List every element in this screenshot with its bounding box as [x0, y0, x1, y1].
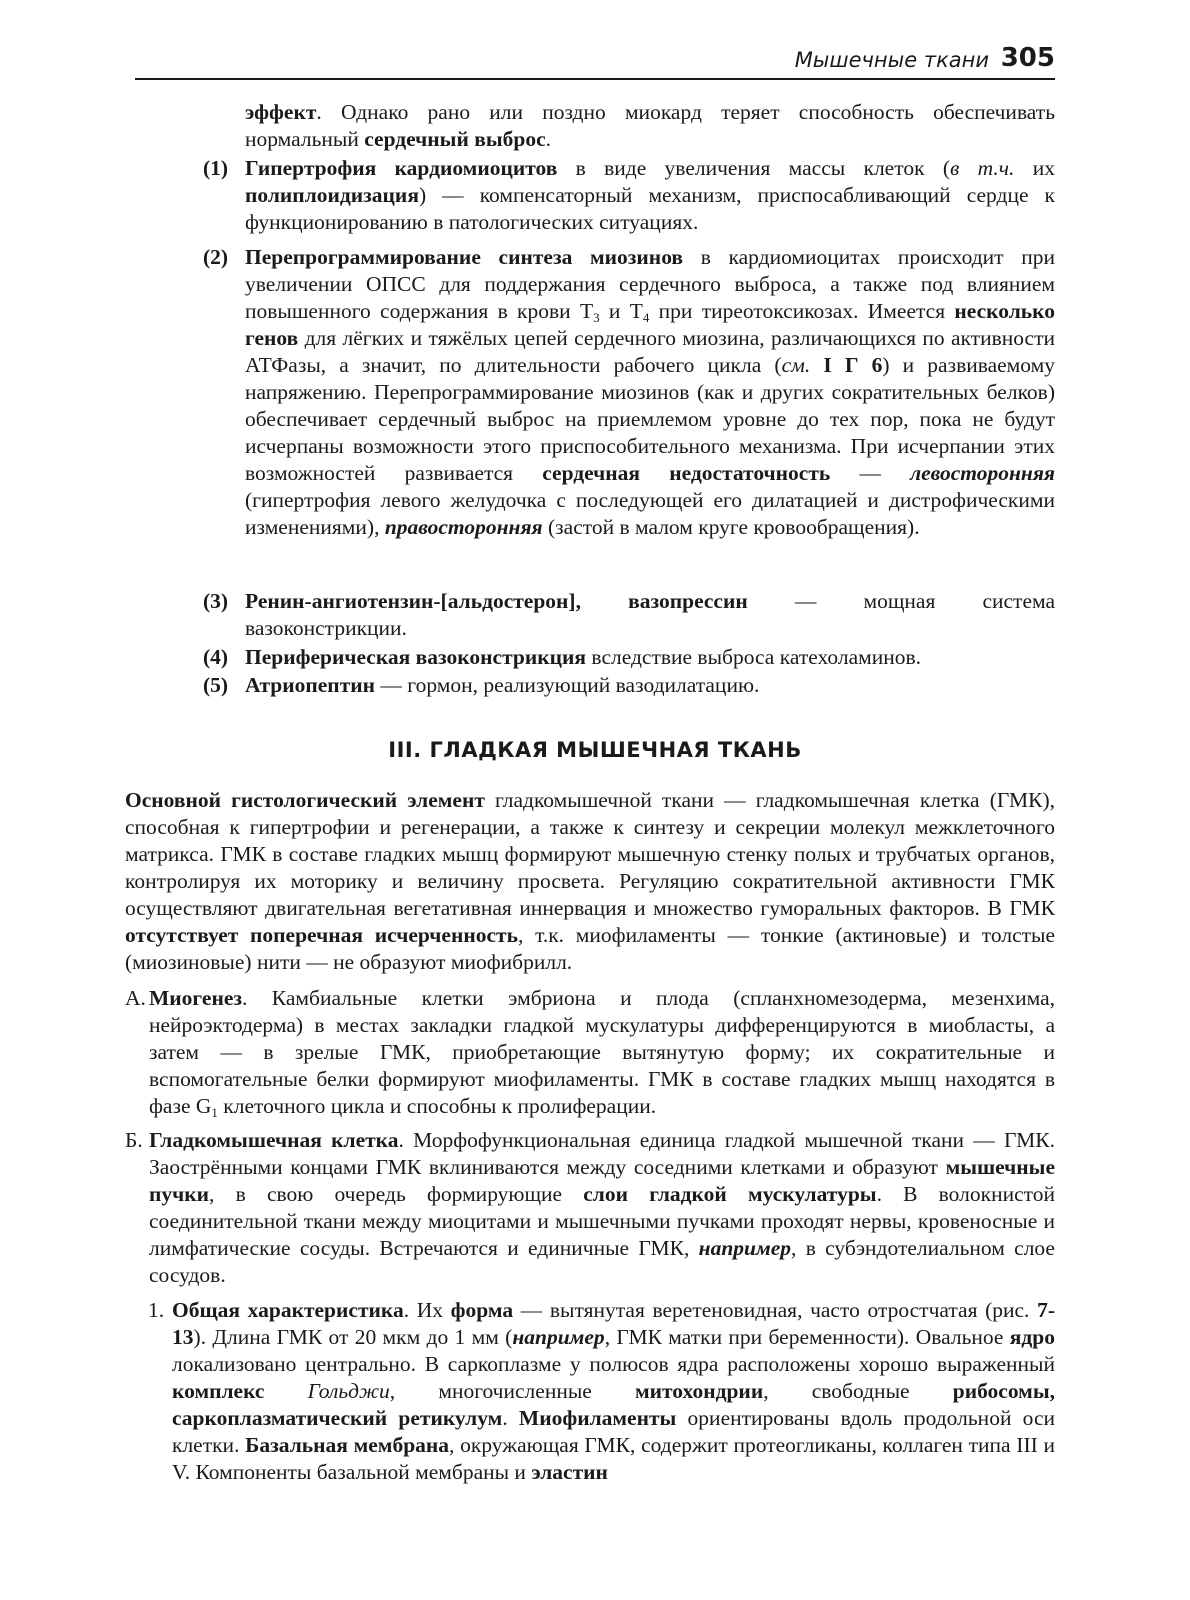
term: форма — [450, 1298, 514, 1322]
term: правосторонняя — [384, 515, 543, 539]
text: , окружающая ГМК, содержит протеогликаны, коллаген типа III и V. Компоненты базальной мембраны и — [172, 1433, 1056, 1484]
text: локализовано центрально. В саркоплазме у полюсов ядра расположены хорошо выраженный — [172, 1352, 1055, 1376]
text: , в свою очередь формирующие — [209, 1182, 584, 1206]
term: мышечные пучки — [149, 1155, 1055, 1206]
intro-text: . Однако рано или поздно миокард теряет способность обеспечивать нормальный — [245, 100, 1055, 151]
term: Общая характеристика — [172, 1298, 404, 1322]
text: ). Длина ГМК от 20 мкм до 1 мм ( — [193, 1325, 513, 1349]
list-item-number: (3) — [203, 589, 229, 613]
subscript: 3 — [593, 310, 600, 325]
text: для лёгких и тяжёлых цепей сердечного миозина, различающихся по активности АТФазы, а значит, по длительности рабочего цикла ( — [245, 326, 1055, 377]
term: эластин — [531, 1460, 608, 1484]
term: рибосомы, саркоплазматический ретикулум — [172, 1379, 1055, 1430]
text: ) и развиваемому напряжению. Перепрограммирование миозинов (как и других сократительных белков) обеспечивает сердечный выброс на приемлемом уровне до тех пор, пока не будут исчерпаны возможности этого приспособительного механизма. При исчерпании этих возможностей развивается — [245, 353, 1055, 485]
text: , свободные — [763, 1379, 953, 1403]
emphasis: например — [512, 1325, 605, 1349]
text: — вытянутая веретеновидная, часто отростчатая (рис. — [513, 1298, 1038, 1322]
list-item-body — [245, 672, 1055, 699]
text: . — [502, 1406, 519, 1430]
list-item-2 — [203, 244, 1055, 541]
list-item-body — [245, 588, 1055, 642]
text — [264, 1379, 307, 1403]
section-a — [125, 985, 1055, 1120]
text: (гипертрофия левого желудочка с последующей его дилатацией и дистрофическими изменениями), — [245, 488, 1055, 539]
text: ориентированы вдоль продольной оси клетки. — [172, 1406, 1055, 1457]
cross-ref: см. — [781, 353, 811, 377]
term: Периферическая вазоконстрикция — [245, 645, 587, 669]
text: (застой в малом круге кровообращения). — [542, 515, 920, 539]
term: Перепрограммирование синтеза миозинов — [245, 245, 684, 269]
intro-paragraph — [245, 99, 1055, 153]
term: Гладкомышечная клетка — [149, 1128, 399, 1152]
term: сердечная недостаточность — [542, 461, 831, 485]
list-item-number: (5) — [203, 673, 229, 697]
section-b — [125, 1127, 1055, 1289]
section-b-body — [149, 1127, 1055, 1289]
term: Миогенез — [149, 986, 243, 1010]
text: . В волокнистой соединительной ткани между миоцитами и мышечными пучками проходят нервы, кровеносные и лимфатические сосуды. Встречаются и единичные ГМК, — [149, 1182, 1055, 1260]
text: клеточного цикла и способны к пролиферации. — [217, 1094, 657, 1118]
subsection-1-body — [172, 1297, 1055, 1486]
text: вследствие выброса катехоламинов. — [586, 645, 922, 669]
text: . Морфофункциональная единица гладкой мышечной ткани — ГМК. Заострёнными концами ГМК вклиниваются между соседними клетками и образуют — [149, 1128, 1055, 1179]
section-letter: А. — [125, 986, 146, 1010]
emphasis: Гольджи — [307, 1379, 390, 1403]
term: Атриопептин — [245, 673, 376, 697]
text: гладкомышечной ткани — гладкомышечная клетка (ГМК), способная к гипертрофии и регенерации, а также к синтезу и секреции молекул межклеточного матрикса. ГМК в составе гладких мышц формируют мышечную стенку полых и трубчатых органов, контролируя их моторику и величину просвета. Регуляцию сократительной активности ГМК осуществляют двигательная вегетативная иннервация и множество гуморальных факторов. В ГМК — [125, 788, 1055, 920]
term: левосторонняя — [910, 461, 1055, 485]
text: и Т — [599, 299, 643, 323]
intro-end: . — [545, 127, 551, 151]
section-heading: III. ГЛАДКАЯ МЫШЕЧНАЯ ТКАНЬ — [388, 738, 802, 762]
list-item-3 — [203, 588, 1055, 642]
subscript: 4 — [642, 310, 650, 325]
term: ядро — [1009, 1325, 1056, 1349]
text: — мощная система вазоконстрикции. — [245, 589, 1055, 640]
text: , т.к. миофиламенты — тонкие (актиновые) и толстые (миозиновые) нити — не образуют миофибрилл. — [125, 923, 1055, 974]
page-number: 305 — [1000, 43, 1055, 73]
term: Основной гистологический элемент — [125, 788, 485, 812]
emphasis: например — [698, 1236, 792, 1260]
term: Гипертрофия кардиомиоцитов — [245, 156, 558, 180]
section-a-body — [149, 985, 1055, 1120]
list-item-number: (4) — [203, 645, 229, 669]
cross-ref: I Г 6 — [810, 353, 883, 377]
text: — гормон, реализующий вазодилатацию. — [375, 673, 760, 697]
list-item-body — [245, 244, 1055, 541]
running-head — [135, 38, 1055, 80]
text: в виде увеличения массы клеток ( — [557, 156, 950, 180]
figure-ref: 7-13 — [172, 1298, 1055, 1349]
intro-bold-start: эффект — [245, 100, 317, 124]
list-item-number: (2) — [203, 245, 229, 269]
text: — — [830, 461, 911, 485]
list-item-body — [245, 155, 1055, 236]
subsection-number: 1. — [148, 1298, 165, 1322]
main-paragraph — [125, 787, 1055, 976]
section-letter: Б. — [125, 1128, 143, 1152]
list-item-number: (1) — [203, 156, 229, 180]
term: слои гладкой мускулатуры — [583, 1182, 877, 1206]
intro-bold-end: сердечный выброс — [364, 127, 546, 151]
text: ) — компенсаторный механизм, приспосабливающий сердце к функционированию в патологических ситуациях. — [245, 183, 1055, 234]
abbrev: в т.ч. — [949, 156, 1015, 180]
running-head-title: Мышечные ткани — [794, 48, 989, 72]
text: их — [1014, 156, 1055, 180]
text: в кардиомиоцитах происходит при увеличении ОПСС для поддержания сердечного выброса, а также под влиянием повышенного содержания в крови Т — [245, 245, 1056, 323]
term: Миофиламенты — [518, 1406, 677, 1430]
term: Базальная мембрана — [245, 1433, 450, 1457]
text: при тиреотоксикозах. Имеется — [649, 299, 955, 323]
text: , ГМК матки при беременности). Овальное — [604, 1325, 1010, 1349]
term: полиплоидизация — [245, 183, 419, 207]
list-item-5 — [203, 672, 1055, 699]
list-item-body — [245, 644, 1055, 671]
text: , многочисленные — [389, 1379, 635, 1403]
term: митохондрии — [635, 1379, 764, 1403]
text: , в субэндотелиальном слое сосудов. — [149, 1236, 1055, 1287]
list-item-4 — [203, 644, 1055, 671]
text: . Их — [403, 1298, 451, 1322]
text: . Камбиальные клетки эмбриона и плода (спланхномезодерма, мезенхима, нейроэктодерма) в местах закладки гладкой мускулатуры дифференцируются в миобласты, а затем — в зрелые ГМК, приобретающие вытянутую форму; их сократительные и вспомогательные белки формируют миофиламенты. ГМК в составе гладких мышц находятся в фазе G — [149, 986, 1055, 1118]
subscript: 1 — [211, 1105, 218, 1120]
list-item-1 — [203, 155, 1055, 236]
term: Ренин-ангиотензин-[альдостерон], вазопрессин — [245, 589, 748, 613]
term: отсутствует поперечная исчерченность — [125, 923, 518, 947]
term: комплекс — [172, 1379, 265, 1403]
term: несколько генов — [245, 299, 1055, 350]
subsection-1 — [148, 1297, 1055, 1486]
